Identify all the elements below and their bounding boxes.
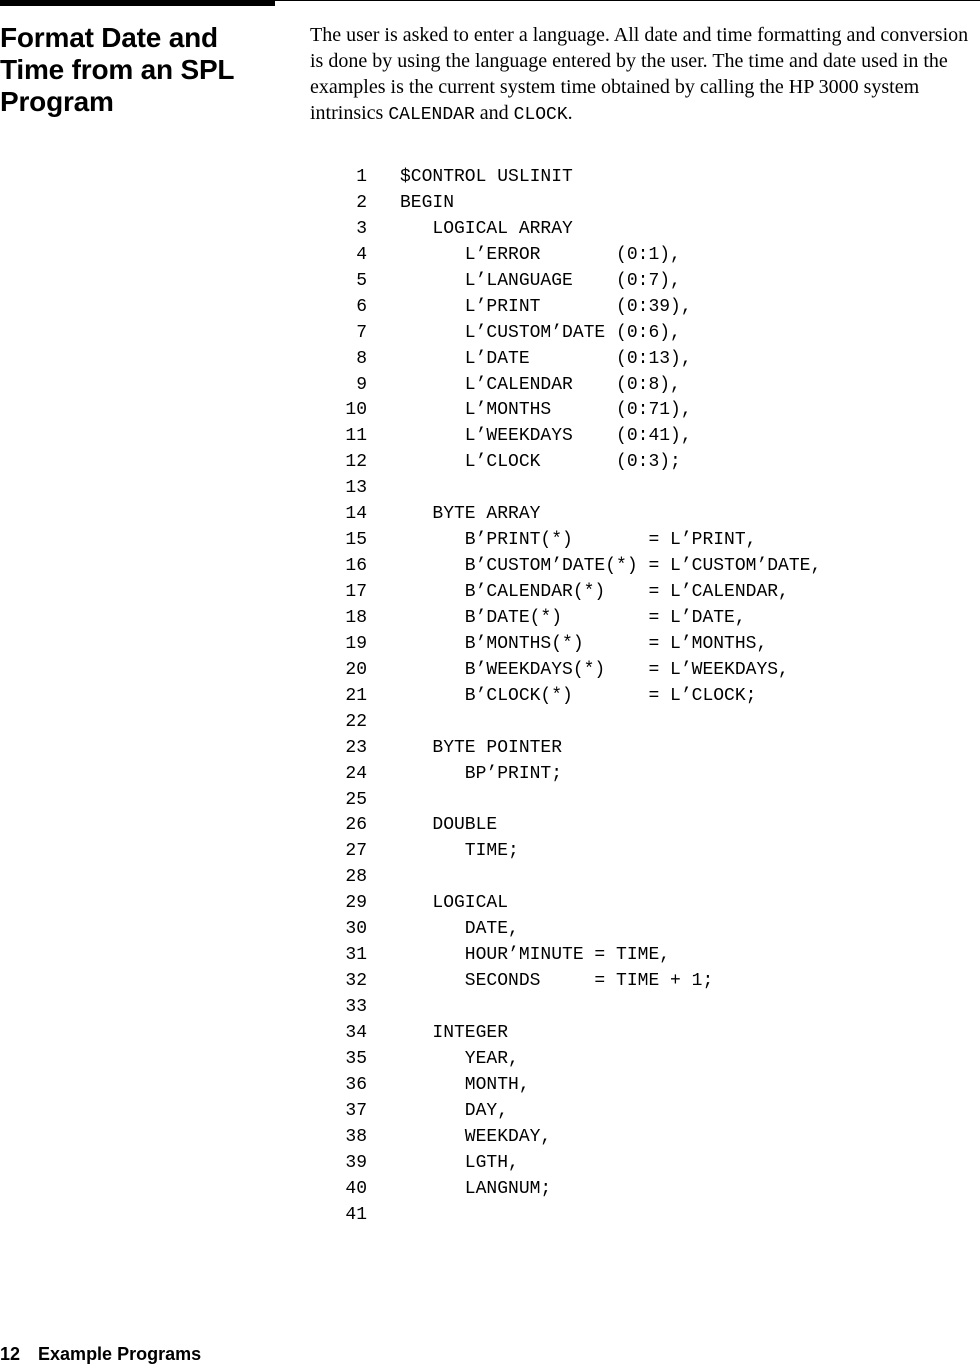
section-title-line: Time from an SPL xyxy=(0,54,235,85)
line-number: 31 xyxy=(345,945,367,966)
code-text: B’PRINT(*) = L’PRINT, xyxy=(400,530,757,551)
code-text: L’CUSTOM’DATE (0:6), xyxy=(400,322,681,343)
code-line xyxy=(330,295,821,321)
code-text: L’WEEKDAYS (0:41), xyxy=(400,426,692,447)
code-line xyxy=(330,995,821,1021)
code-text: DATE, xyxy=(400,919,519,940)
code-text: L’PRINT (0:39), xyxy=(400,296,692,317)
code-text: SECONDS = TIME + 1; xyxy=(400,971,714,992)
intro-text: and xyxy=(474,102,514,124)
section-title-line: Program xyxy=(0,86,114,117)
line-number: 25 xyxy=(345,789,367,810)
section-title xyxy=(0,22,270,118)
code-line xyxy=(330,321,821,347)
page-footer xyxy=(0,1343,201,1365)
code-text: L’DATE (0:13), xyxy=(400,348,692,369)
line-number: 23 xyxy=(345,737,367,758)
line-number: 29 xyxy=(345,893,367,914)
code-text: LOGICAL ARRAY xyxy=(400,218,573,239)
code-line xyxy=(330,528,821,554)
footer-chapter-title: Example Programs xyxy=(38,1344,202,1364)
section-title-line: Format Date and xyxy=(0,22,218,53)
code-line xyxy=(330,1125,821,1151)
code-listing xyxy=(330,165,821,1228)
code-text: TIME; xyxy=(400,841,519,862)
code-line xyxy=(330,424,821,450)
line-number: 37 xyxy=(345,1100,367,1121)
code-line xyxy=(330,632,821,658)
code-line xyxy=(330,658,821,684)
code-line xyxy=(330,217,821,243)
line-number: 10 xyxy=(345,400,367,421)
line-number: 40 xyxy=(345,1178,367,1199)
line-number: 21 xyxy=(345,685,367,706)
code-line xyxy=(330,917,821,943)
line-number: 11 xyxy=(345,426,367,447)
code-line xyxy=(330,762,821,788)
code-text: L’CLOCK (0:3); xyxy=(400,452,681,473)
code-text: BP’PRINT; xyxy=(400,763,563,784)
code-line xyxy=(330,191,821,217)
code-text: L’MONTHS (0:71), xyxy=(400,400,692,421)
line-number: 14 xyxy=(345,504,367,525)
code-line xyxy=(330,1151,821,1177)
intro-paragraph xyxy=(310,22,970,128)
line-number: 12 xyxy=(345,452,367,473)
code-text: B’MONTHS(*) = L’MONTHS, xyxy=(400,633,768,654)
line-number: 27 xyxy=(345,841,367,862)
line-number: 16 xyxy=(345,556,367,577)
line-number: 38 xyxy=(345,1126,367,1147)
code-text: L’ERROR (0:1), xyxy=(400,244,681,265)
code-line xyxy=(330,736,821,762)
code-line xyxy=(330,347,821,373)
code-text: DOUBLE xyxy=(400,815,498,836)
code-line xyxy=(330,269,821,295)
code-text: MONTH, xyxy=(400,1074,530,1095)
line-number: 24 xyxy=(345,763,367,784)
code-line xyxy=(330,1203,821,1229)
code-line xyxy=(330,554,821,580)
header-rule-thin xyxy=(275,0,980,1)
code-text: B’CLOCK(*) = L’CLOCK; xyxy=(400,685,757,706)
line-number: 20 xyxy=(345,659,367,680)
page-number: 12 xyxy=(0,1344,21,1364)
code-line xyxy=(330,1099,821,1125)
code-text: HOUR’MINUTE = TIME, xyxy=(400,945,671,966)
line-number: 3 xyxy=(356,218,367,239)
code-line xyxy=(330,684,821,710)
code-line xyxy=(330,1177,821,1203)
code-line xyxy=(330,943,821,969)
code-line xyxy=(330,243,821,269)
code-text: YEAR, xyxy=(400,1048,519,1069)
code-text: INTEGER xyxy=(400,1022,509,1043)
code-text: LANGNUM; xyxy=(400,1178,552,1199)
line-number: 6 xyxy=(356,296,367,317)
code-text: $CONTROL USLINIT xyxy=(400,167,573,187)
line-number: 2 xyxy=(356,192,367,213)
code-line xyxy=(330,788,821,814)
code-line xyxy=(330,839,821,865)
line-number: 22 xyxy=(345,711,367,732)
code-line xyxy=(330,606,821,632)
line-number: 41 xyxy=(345,1204,367,1225)
intrinsic-clock: CLOCK xyxy=(513,105,568,125)
code-text: B’DATE(*) = L’DATE, xyxy=(400,607,746,628)
line-number: 7 xyxy=(356,322,367,343)
line-number: 19 xyxy=(345,633,367,654)
line-number: 33 xyxy=(345,997,367,1017)
code-text: B’CALENDAR(*) = L’CALENDAR, xyxy=(400,582,789,602)
line-number: 32 xyxy=(345,971,367,992)
code-line xyxy=(330,580,821,606)
code-text: L’CALENDAR (0:8), xyxy=(400,374,681,395)
line-number: 13 xyxy=(345,478,367,499)
code-text: B’CUSTOM’DATE(*) = L’CUSTOM’DATE, xyxy=(400,556,822,577)
line-number: 4 xyxy=(356,244,367,265)
intro-text: The user is asked to enter a language. All date and time formatting and conversion is done by using the language entered by the user. The time and date used in the examples is the current system time obtained by calling the HP 3000 system intrinsics xyxy=(310,24,969,124)
code-text: L’LANGUAGE (0:7), xyxy=(400,270,681,291)
code-text: BEGIN xyxy=(400,192,455,213)
code-line xyxy=(330,969,821,995)
code-line xyxy=(330,813,821,839)
code-text: LOGICAL xyxy=(400,893,509,914)
code-line xyxy=(330,450,821,476)
line-number: 30 xyxy=(345,919,367,940)
intrinsic-calendar: CALENDAR xyxy=(388,105,475,125)
line-number: 18 xyxy=(345,607,367,628)
line-number: 34 xyxy=(345,1022,367,1043)
line-number: 8 xyxy=(356,348,367,369)
line-number: 1 xyxy=(356,167,367,187)
code-text: BYTE ARRAY xyxy=(400,504,541,525)
code-line xyxy=(330,710,821,736)
code-line xyxy=(330,865,821,891)
line-number: 35 xyxy=(345,1048,367,1069)
line-number: 36 xyxy=(345,1074,367,1095)
line-number: 39 xyxy=(345,1152,367,1173)
code-text: DAY, xyxy=(400,1100,509,1121)
line-number: 26 xyxy=(345,815,367,836)
code-text: WEEKDAY, xyxy=(400,1126,552,1147)
code-text: LGTH, xyxy=(400,1152,519,1173)
code-line xyxy=(330,1073,821,1099)
code-line xyxy=(330,891,821,917)
header-rule-thick xyxy=(0,0,275,6)
code-line xyxy=(330,502,821,528)
code-line xyxy=(330,476,821,502)
line-number: 5 xyxy=(356,270,367,291)
code-line xyxy=(330,165,821,191)
line-number: 15 xyxy=(345,530,367,551)
line-number: 17 xyxy=(345,582,367,602)
intro-text: . xyxy=(567,102,573,124)
code-line xyxy=(330,1021,821,1047)
code-text: BYTE POINTER xyxy=(400,737,563,758)
line-number: 9 xyxy=(356,374,367,395)
code-line xyxy=(330,1047,821,1073)
line-number: 28 xyxy=(345,867,367,888)
code-line xyxy=(330,373,821,399)
code-text: B’WEEKDAYS(*) = L’WEEKDAYS, xyxy=(400,659,789,680)
code-line xyxy=(330,398,821,424)
